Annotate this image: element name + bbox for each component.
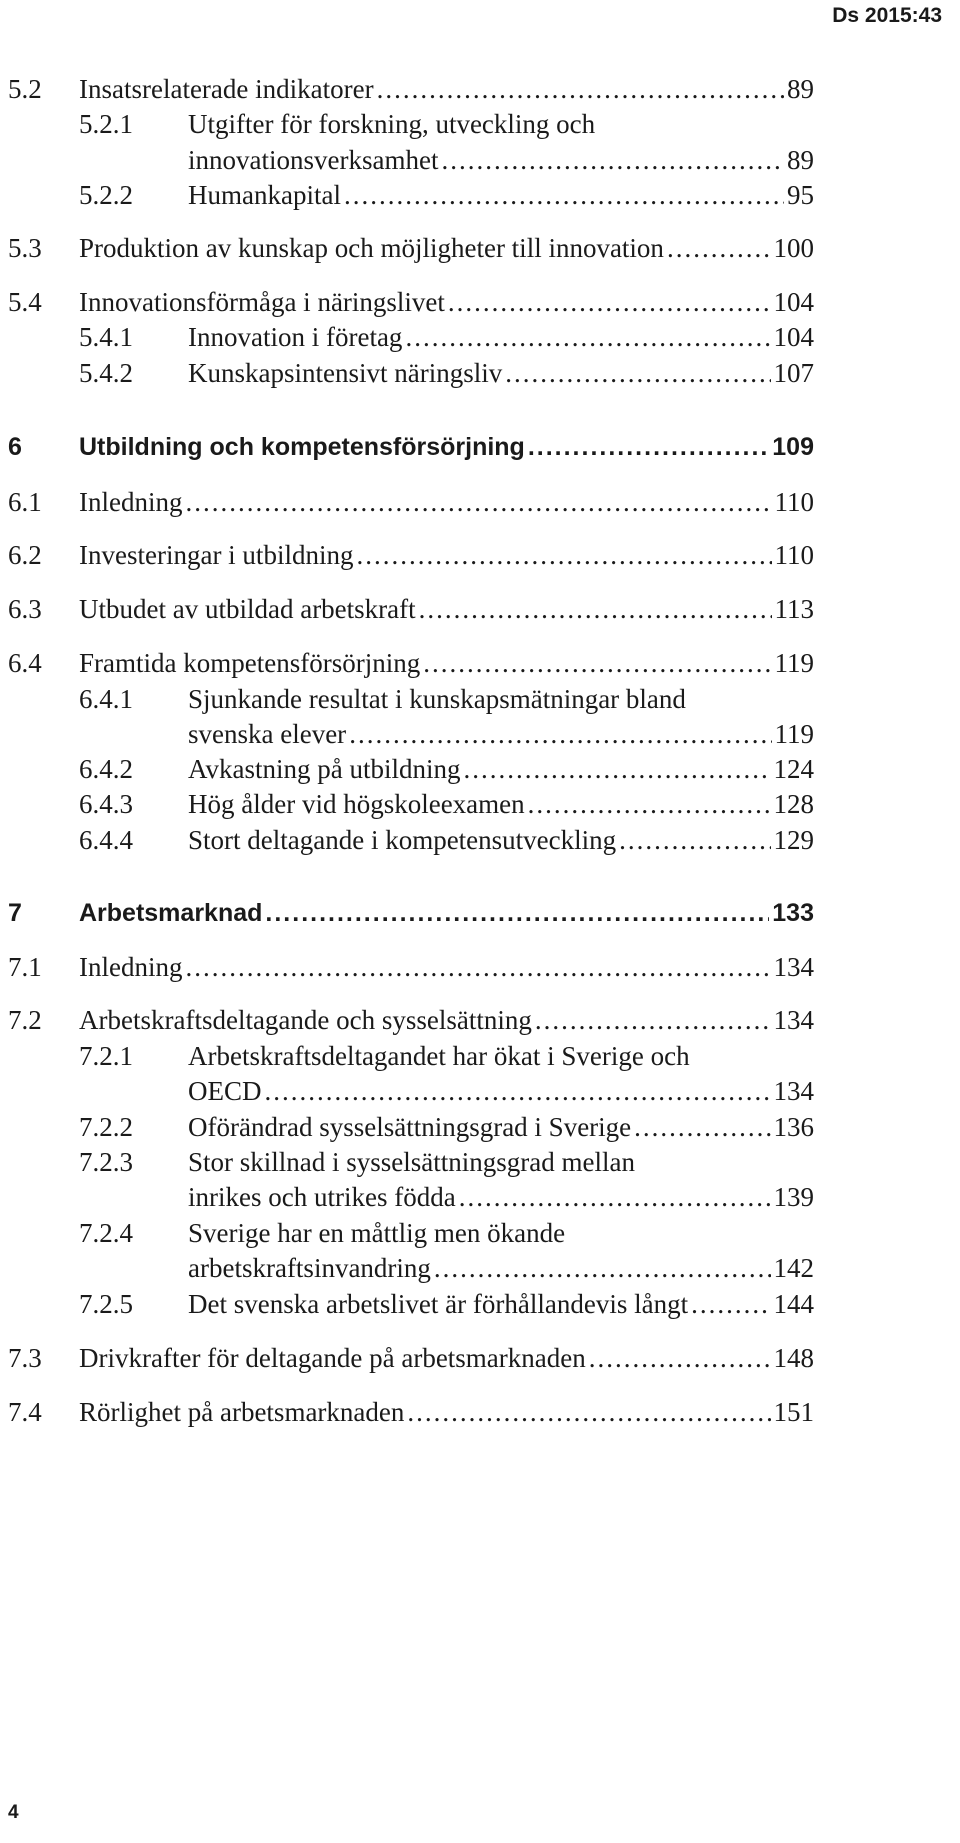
toc-title: Hög ålder vid högskoleexamen <box>188 789 525 819</box>
toc-section-number: 7.2 <box>8 1005 42 1035</box>
toc-section-number: 6.4.2 <box>79 754 133 784</box>
toc-title: Stor skillnad i sysselsättningsgrad mellan <box>188 1147 635 1177</box>
toc-title: arbetskraftsinvandring <box>188 1253 431 1283</box>
toc-page-number: 129 <box>773 825 814 855</box>
dot-leader <box>535 1001 771 1039</box>
toc-section-number: 6.3 <box>8 594 42 624</box>
toc-title: innovationsverksamhet <box>188 145 439 175</box>
toc-entry <box>8 1143 814 1181</box>
toc-section-number: 7.2.2 <box>79 1112 133 1142</box>
toc-entry <box>8 1178 814 1216</box>
toc-section-number: 6.1 <box>8 487 42 517</box>
toc-entry <box>8 1249 814 1287</box>
toc-entry <box>8 750 814 788</box>
toc-entry <box>8 1037 814 1075</box>
toc-entry <box>8 536 814 574</box>
toc-title: Det svenska arbetslivet är förhållandevis långt <box>188 1289 689 1319</box>
toc-entry <box>8 176 814 214</box>
toc-page-number: 109 <box>772 433 814 461</box>
toc-title: Rörlighet på arbetsmarknaden <box>79 1397 405 1427</box>
toc-title: OECD <box>188 1076 262 1106</box>
toc-title: Innovation i företag <box>188 322 403 352</box>
dot-leader <box>405 318 770 356</box>
toc-entry <box>8 590 814 628</box>
dot-leader <box>505 354 770 392</box>
dot-leader <box>619 821 770 859</box>
toc-title: Arbetskraftsdeltagande och sysselsättning <box>79 1005 532 1035</box>
toc-page-number: 134 <box>773 1076 814 1106</box>
toc-title: Arbetsmarknad <box>79 899 263 927</box>
toc-page-number: 107 <box>773 358 814 388</box>
toc-entry <box>8 644 814 682</box>
toc-title: Utbudet av utbildad arbetskraft <box>79 594 416 624</box>
toc-page-number: 119 <box>774 648 814 678</box>
toc-title: Sjunkande resultat i kunskapsmätningar bland <box>188 684 686 714</box>
toc-title: Innovationsförmåga i näringslivet <box>79 287 445 317</box>
toc-page-number: 124 <box>773 754 814 784</box>
toc-page-number: 110 <box>774 540 814 570</box>
toc-page-number: 89 <box>787 74 814 104</box>
toc-entry <box>8 680 814 718</box>
toc-title: svenska elever <box>188 719 347 749</box>
toc-page-number: 113 <box>774 594 814 624</box>
dot-leader <box>634 1108 770 1146</box>
toc-entry <box>8 785 814 823</box>
dot-leader <box>459 1178 771 1216</box>
toc-entry <box>8 1339 814 1377</box>
dot-leader <box>407 1393 770 1431</box>
toc-page-number: 134 <box>773 952 814 982</box>
toc-title: Avkastning på utbildning <box>188 754 461 784</box>
toc-title: Sverige har en måttlig men ökande <box>188 1218 566 1248</box>
dot-leader <box>344 176 784 214</box>
toc-page-number: 100 <box>773 233 814 263</box>
toc-entry <box>8 483 814 521</box>
toc-page-number: 136 <box>773 1112 814 1142</box>
toc-page-number: 119 <box>774 719 814 749</box>
toc-section-number: 5.4.1 <box>79 322 133 352</box>
toc-entry <box>8 105 814 143</box>
toc-section-number: 5.4.2 <box>79 358 133 388</box>
toc-title: Oförändrad sysselsättningsgrad i Sverige <box>188 1112 632 1142</box>
toc-page-number: 133 <box>772 899 814 927</box>
dot-leader <box>265 894 769 932</box>
toc-entry <box>8 318 814 356</box>
toc-page-number: 134 <box>773 1005 814 1035</box>
dot-leader <box>463 750 770 788</box>
toc-section-number: 7.2.1 <box>79 1041 133 1071</box>
toc-section-number: 7.4 <box>8 1397 42 1427</box>
toc-section-number: 7.2.5 <box>79 1289 133 1319</box>
toc-section-number: 5.2.2 <box>79 180 133 210</box>
toc-section-number: 7.2.3 <box>79 1147 133 1177</box>
toc-entry <box>8 821 814 859</box>
toc-entry <box>8 1108 814 1146</box>
toc-entry <box>8 1393 814 1431</box>
dot-leader <box>419 590 772 628</box>
toc-page-number: 128 <box>773 789 814 819</box>
dot-leader <box>265 1072 771 1110</box>
dot-leader <box>349 715 771 753</box>
toc-entry <box>8 948 814 986</box>
document-id: Ds 2015:43 <box>832 4 942 27</box>
toc-section-number: 7.3 <box>8 1343 42 1373</box>
toc-entry <box>8 1285 814 1323</box>
toc-title: Produktion av kunskap och möjligheter till innovation <box>79 233 664 263</box>
toc-section-number: 6.2 <box>8 540 42 570</box>
toc-page-number: 142 <box>773 1253 814 1283</box>
toc-title: Insatsrelaterade indikatorer <box>79 74 374 104</box>
toc-page-number: 151 <box>773 1397 814 1427</box>
toc-entry <box>8 1214 814 1252</box>
toc-title: Kunskapsintensivt näringsliv <box>188 358 503 388</box>
toc-title: Stort deltagande i kompetensutveckling <box>188 825 617 855</box>
toc-title: Humankapital <box>188 180 341 210</box>
toc-page-number: 89 <box>787 145 814 175</box>
toc-entry <box>8 354 814 392</box>
toc-section-number: 5.2 <box>8 74 42 104</box>
toc-entry <box>8 229 814 267</box>
toc-title: inrikes och utrikes födda <box>188 1182 456 1212</box>
dot-leader <box>589 1339 771 1377</box>
toc-section-number: 6.4.4 <box>79 825 133 855</box>
dot-leader <box>185 948 770 986</box>
toc-page-number: 139 <box>773 1182 814 1212</box>
dot-leader <box>356 536 771 574</box>
dot-leader <box>434 1249 771 1287</box>
toc-section-number: 5.3 <box>8 233 42 263</box>
toc-section-number: 6.4.1 <box>79 684 133 714</box>
toc-chapter-entry <box>8 894 814 932</box>
toc-title: Utbildning och kompetensförsörjning <box>79 433 525 461</box>
toc-entry <box>8 1001 814 1039</box>
toc-entry <box>8 283 814 321</box>
dot-leader <box>441 141 784 179</box>
toc-section-number: 7.2.4 <box>79 1218 133 1248</box>
toc-page-number: 104 <box>773 287 814 317</box>
toc-section-number: 7 <box>8 899 22 927</box>
toc-section-number: 6.4.3 <box>79 789 133 819</box>
toc-section-number: 5.2.1 <box>79 109 133 139</box>
toc-section-number: 5.4 <box>8 287 42 317</box>
page-number: 4 <box>8 1802 19 1823</box>
toc-page-number: 148 <box>773 1343 814 1373</box>
toc-entry <box>8 1072 814 1110</box>
dot-leader <box>185 483 771 521</box>
toc-page-number: 95 <box>787 180 814 210</box>
toc-title: Investeringar i utbildning <box>79 540 354 570</box>
dot-leader <box>377 70 784 108</box>
toc-title: Drivkrafter för deltagande på arbetsmarknaden <box>79 1343 586 1373</box>
dot-leader <box>691 1285 770 1323</box>
toc-title: Inledning <box>79 487 183 517</box>
dot-leader <box>448 283 771 321</box>
dot-leader <box>423 644 771 682</box>
toc-section-number: 6.4 <box>8 648 42 678</box>
toc-title: Utgifter för forskning, utveckling och <box>188 109 596 139</box>
dot-leader <box>528 785 771 823</box>
toc-page-number: 110 <box>774 487 814 517</box>
dot-leader <box>667 229 771 267</box>
toc-entry <box>8 715 814 753</box>
toc-page-number: 144 <box>773 1289 814 1319</box>
toc-chapter-entry <box>8 428 814 466</box>
toc-title: Arbetskraftsdeltagandet har ökat i Sverige och <box>188 1041 690 1071</box>
toc-section-number: 6 <box>8 433 22 461</box>
toc-entry <box>8 70 814 108</box>
toc-entry <box>8 141 814 179</box>
toc-title: Framtida kompetensförsörjning <box>79 648 421 678</box>
dot-leader <box>528 428 769 466</box>
toc-title: Inledning <box>79 952 183 982</box>
toc-page-number: 104 <box>773 322 814 352</box>
toc-section-number: 7.1 <box>8 952 42 982</box>
